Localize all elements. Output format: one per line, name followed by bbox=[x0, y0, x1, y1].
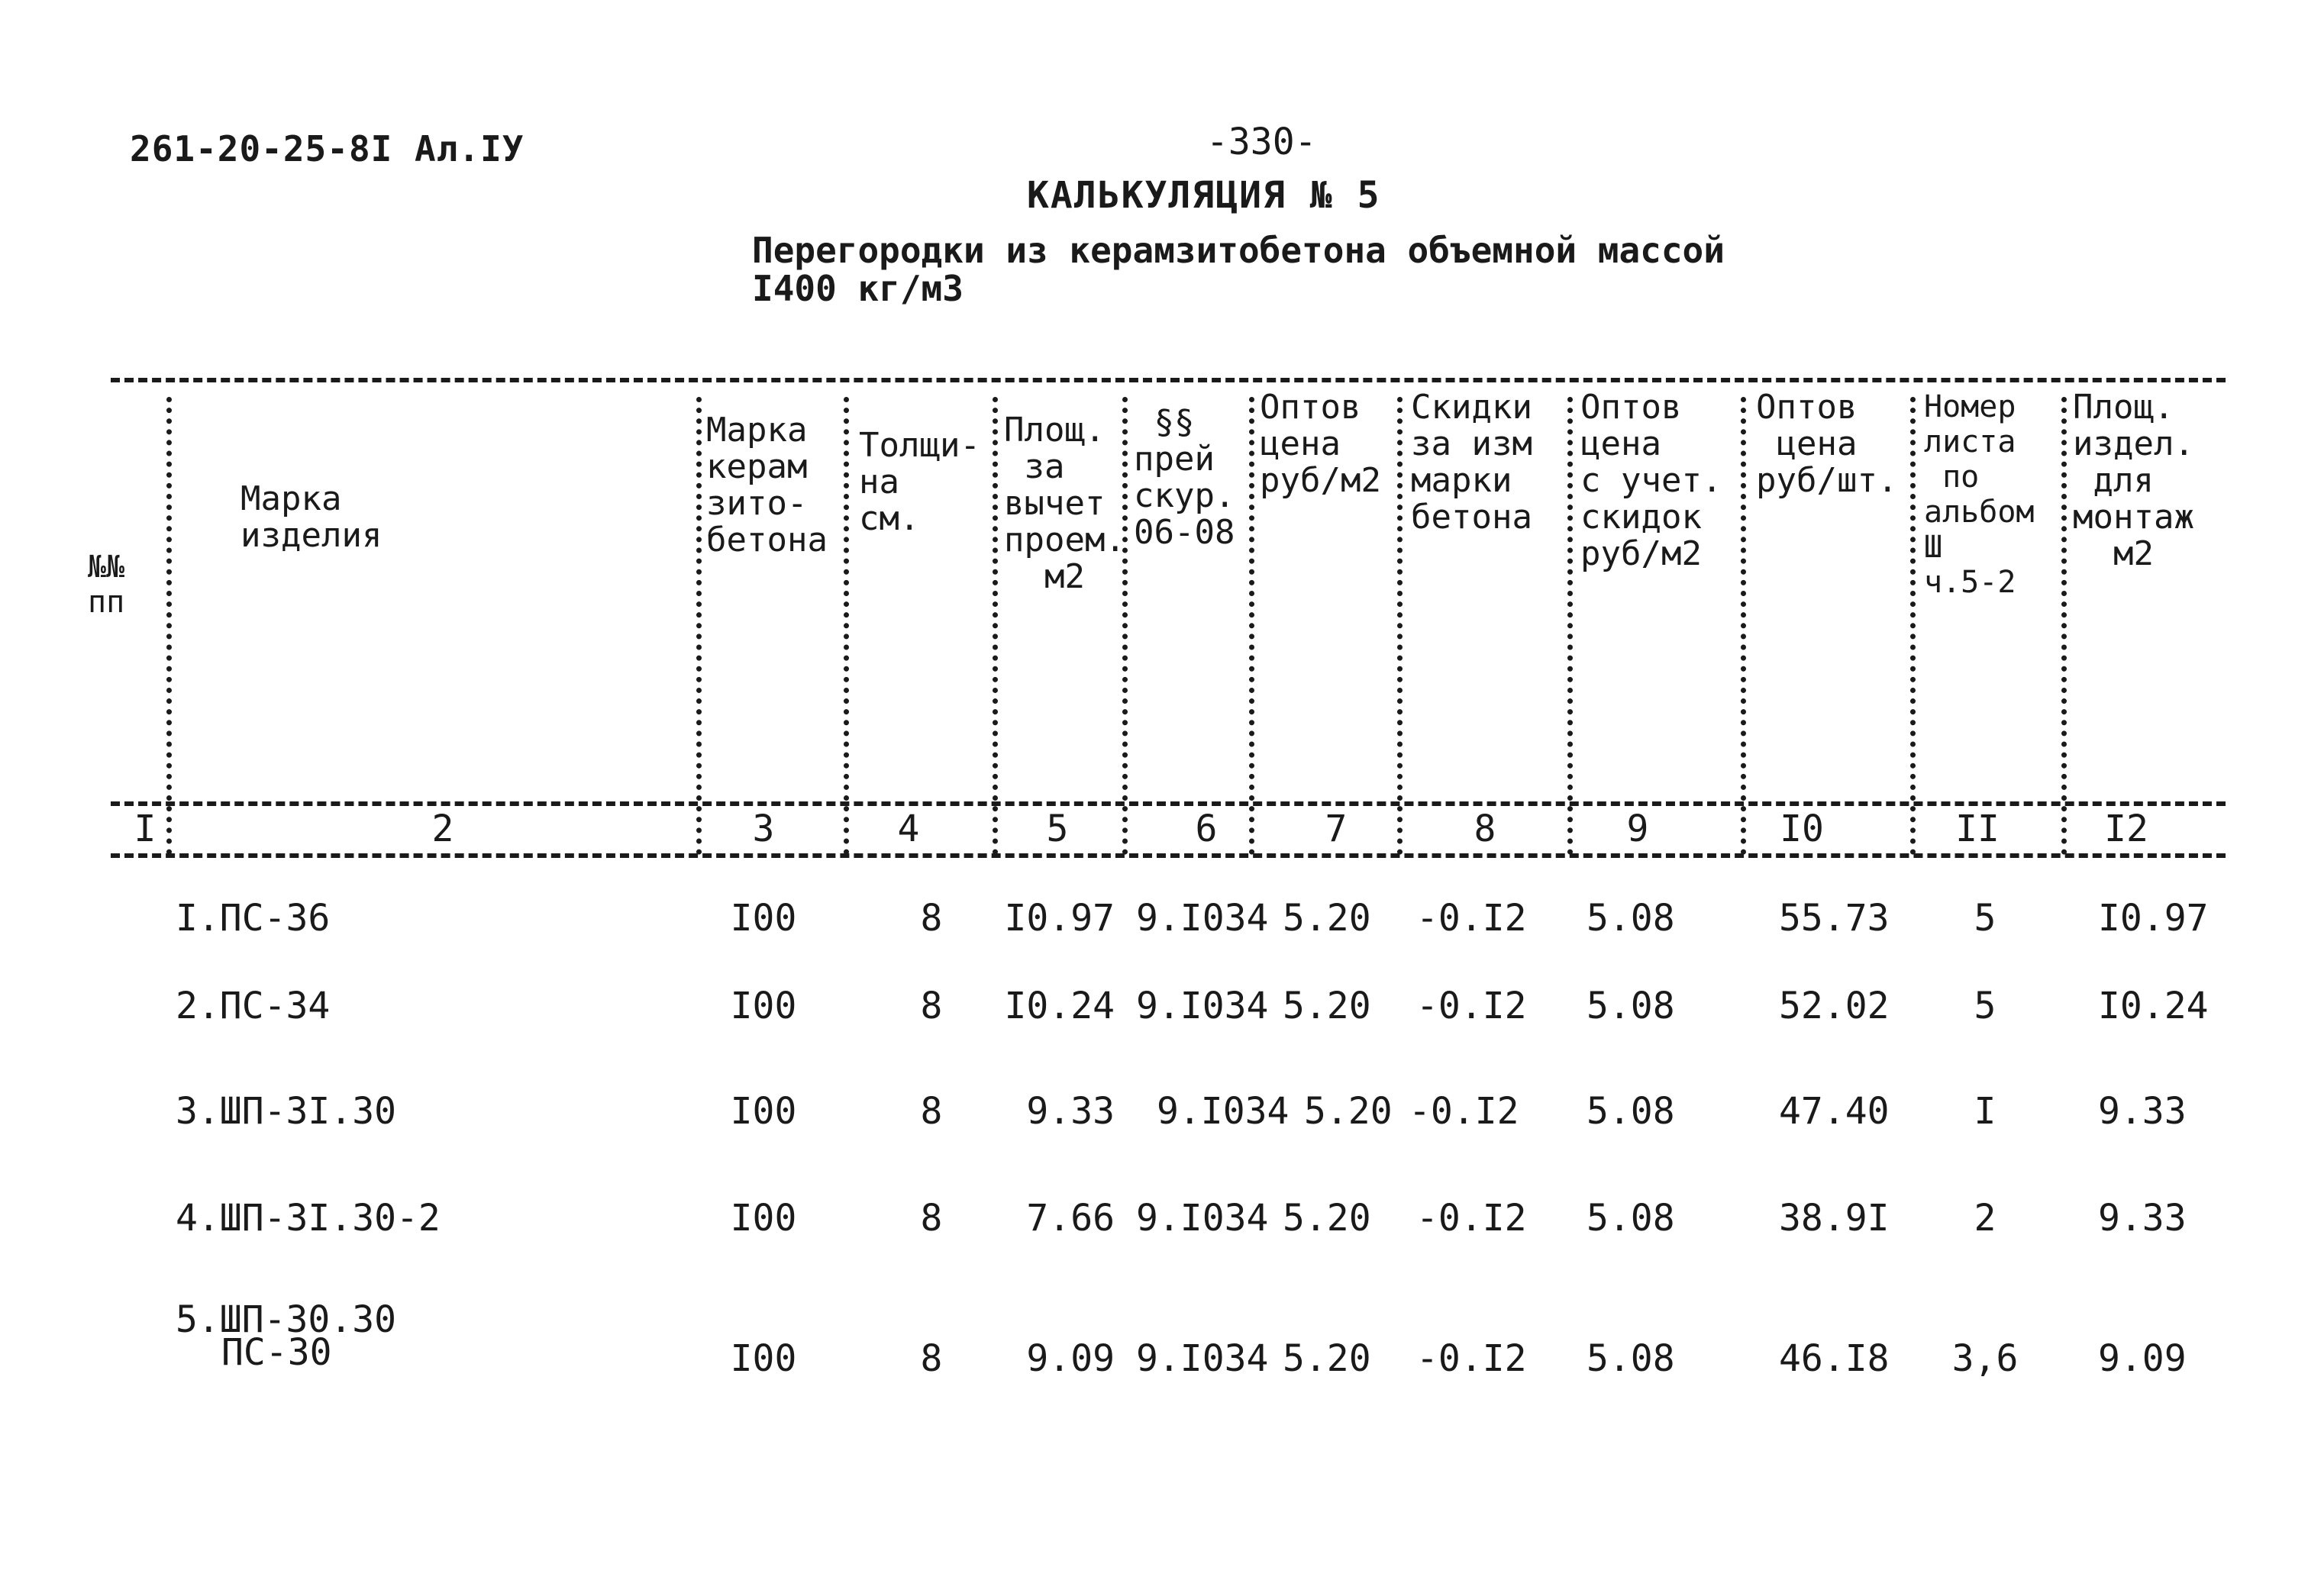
cell-price-per-piece: 46.I8 bbox=[1779, 1337, 1890, 1380]
document-title: КАЛЬКУЛЯЦИЯ № 5 bbox=[1027, 174, 1381, 217]
cell-album-sheet: 2 bbox=[1974, 1197, 1997, 1240]
cell-thickness: 8 bbox=[920, 897, 943, 940]
cell-price-with-discount: 5.08 bbox=[1587, 1090, 1675, 1133]
cell-price-per-piece: 38.9I bbox=[1779, 1197, 1890, 1240]
cell-product-mark: 3.ШП-3I.30 bbox=[176, 1090, 396, 1133]
cell-price-list: 9.I034 bbox=[1136, 1337, 1269, 1380]
cell-price-list: 9.I034 bbox=[1136, 985, 1269, 1027]
column-separator bbox=[2061, 397, 2067, 855]
cell-price-m2: 5.20 bbox=[1283, 1337, 1371, 1380]
column-number: I2 bbox=[2104, 808, 2148, 850]
cell-concrete-grade: I00 bbox=[730, 1090, 797, 1133]
column-number: 4 bbox=[897, 808, 920, 850]
header-album-sheet: Номер листа по альбом Ш ч.5-2 bbox=[1924, 389, 2035, 600]
cell-installation-area: I0.24 bbox=[2098, 985, 2209, 1027]
column-number: I bbox=[134, 808, 157, 850]
cell-discount: -0.I2 bbox=[1416, 897, 1527, 940]
cell-price-per-piece: 55.73 bbox=[1779, 897, 1890, 940]
column-separator bbox=[993, 397, 998, 855]
document-code: 261-20-25-8I Ал.IУ bbox=[130, 128, 525, 169]
cell-album-sheet: 3,6 bbox=[1951, 1337, 2019, 1380]
column-separator bbox=[166, 397, 172, 855]
cell-installation-area: 9.09 bbox=[2098, 1337, 2187, 1380]
cell-thickness: 8 bbox=[920, 985, 943, 1027]
cell-installation-area: I0.97 bbox=[2098, 897, 2209, 940]
column-numbers-rule bbox=[111, 853, 2226, 858]
cell-product-mark-alt: ПС-30 bbox=[221, 1331, 332, 1374]
cell-discount: -0.I2 bbox=[1409, 1090, 1519, 1133]
header-area-minus-openings: Площ. за вычет проем. м2 bbox=[1004, 411, 1125, 596]
column-number: 7 bbox=[1325, 808, 1348, 850]
document-subtitle bbox=[752, 231, 1725, 308]
subtitle-line-2: I400 кг/м3 bbox=[752, 268, 964, 309]
page-number: -330- bbox=[1206, 121, 1317, 163]
cell-concrete-grade: I00 bbox=[730, 897, 797, 940]
cell-area: 7.66 bbox=[1026, 1197, 1115, 1240]
column-number: 6 bbox=[1195, 808, 1218, 850]
cell-discount: -0.I2 bbox=[1416, 1197, 1527, 1240]
column-number: 3 bbox=[752, 808, 775, 850]
header-row-number: №№ пп bbox=[88, 550, 125, 620]
cell-area: 9.33 bbox=[1026, 1090, 1115, 1133]
cell-area: 9.09 bbox=[1026, 1337, 1115, 1380]
header-wholesale-price-m2: Оптов цена руб/м2 bbox=[1260, 388, 1381, 500]
cell-concrete-grade: I00 bbox=[730, 1197, 797, 1240]
cell-price-list: 9.I034 bbox=[1157, 1090, 1290, 1133]
cell-price-per-piece: 47.40 bbox=[1779, 1090, 1890, 1133]
column-separator bbox=[1397, 397, 1403, 855]
cell-price-m2: 5.20 bbox=[1283, 985, 1371, 1027]
cell-price-m2: 5.20 bbox=[1304, 1090, 1393, 1133]
cell-thickness: 8 bbox=[920, 1090, 943, 1133]
column-number: 5 bbox=[1046, 808, 1069, 850]
column-separator bbox=[1910, 397, 1916, 855]
cell-price-with-discount: 5.08 bbox=[1587, 985, 1675, 1027]
cell-area: I0.24 bbox=[1004, 985, 1115, 1027]
cell-price-with-discount: 5.08 bbox=[1587, 897, 1675, 940]
header-bottom-rule bbox=[111, 801, 2226, 806]
cell-price-per-piece: 52.02 bbox=[1779, 985, 1890, 1027]
cell-product-mark: 5.ШП-30.30 bbox=[176, 1298, 396, 1341]
header-price-per-piece: Оптов цена руб/шт. bbox=[1756, 388, 1898, 500]
cell-discount: -0.I2 bbox=[1416, 1337, 1527, 1380]
cell-price-with-discount: 5.08 bbox=[1587, 1337, 1675, 1380]
cell-album-sheet: I bbox=[1974, 1090, 1997, 1133]
cell-product-mark: 4.ШП-3I.30-2 bbox=[176, 1197, 441, 1240]
header-discounts: Скидки за изм марки бетона bbox=[1411, 388, 1532, 537]
column-separator bbox=[1741, 397, 1746, 855]
column-separator bbox=[1249, 397, 1254, 855]
column-separator bbox=[844, 397, 849, 855]
cell-price-list: 9.I034 bbox=[1136, 1197, 1269, 1240]
cell-thickness: 8 bbox=[920, 1197, 943, 1240]
column-number: I0 bbox=[1780, 808, 1824, 850]
header-product-mark: Марка изделия bbox=[240, 479, 383, 555]
column-number: II bbox=[1955, 808, 2000, 850]
cell-product-mark: 2.ПС-34 bbox=[176, 985, 331, 1027]
header-price-with-discounts: Оптов цена с учет. скидок руб/м2 bbox=[1580, 388, 1722, 573]
cell-album-sheet: 5 bbox=[1974, 985, 1997, 1027]
column-separator bbox=[696, 397, 702, 855]
table-top-rule bbox=[111, 378, 2226, 382]
column-number: 2 bbox=[431, 808, 454, 850]
cell-area: I0.97 bbox=[1004, 897, 1115, 940]
cell-price-with-discount: 5.08 bbox=[1587, 1197, 1675, 1240]
subtitle-line-1: Перегородки из керамзитобетона объемной массой bbox=[752, 230, 1725, 271]
cell-installation-area: 9.33 bbox=[2098, 1090, 2187, 1133]
cell-discount: -0.I2 bbox=[1416, 985, 1527, 1027]
header-price-list: §§ прей скур. 06-08 bbox=[1134, 403, 1235, 552]
cell-concrete-grade: I00 bbox=[730, 985, 797, 1027]
cell-price-m2: 5.20 bbox=[1283, 1197, 1371, 1240]
cell-price-list: 9.I034 bbox=[1136, 897, 1269, 940]
header-thickness: Толщи- на см. bbox=[859, 426, 980, 538]
cell-price-m2: 5.20 bbox=[1283, 897, 1371, 940]
cell-product-mark: I.ПС-36 bbox=[176, 897, 331, 940]
cell-album-sheet: 5 bbox=[1974, 897, 1997, 940]
column-number: 8 bbox=[1474, 808, 1496, 850]
header-installation-area: Площ. издел. для монтаж м2 bbox=[2073, 388, 2194, 573]
column-separator bbox=[1567, 397, 1573, 855]
cell-concrete-grade: I00 bbox=[730, 1337, 797, 1380]
header-concrete-grade: Марка керам зито- бетона bbox=[706, 411, 828, 559]
cell-thickness: 8 bbox=[920, 1337, 943, 1380]
cell-installation-area: 9.33 bbox=[2098, 1197, 2187, 1240]
column-number: 9 bbox=[1626, 808, 1649, 850]
